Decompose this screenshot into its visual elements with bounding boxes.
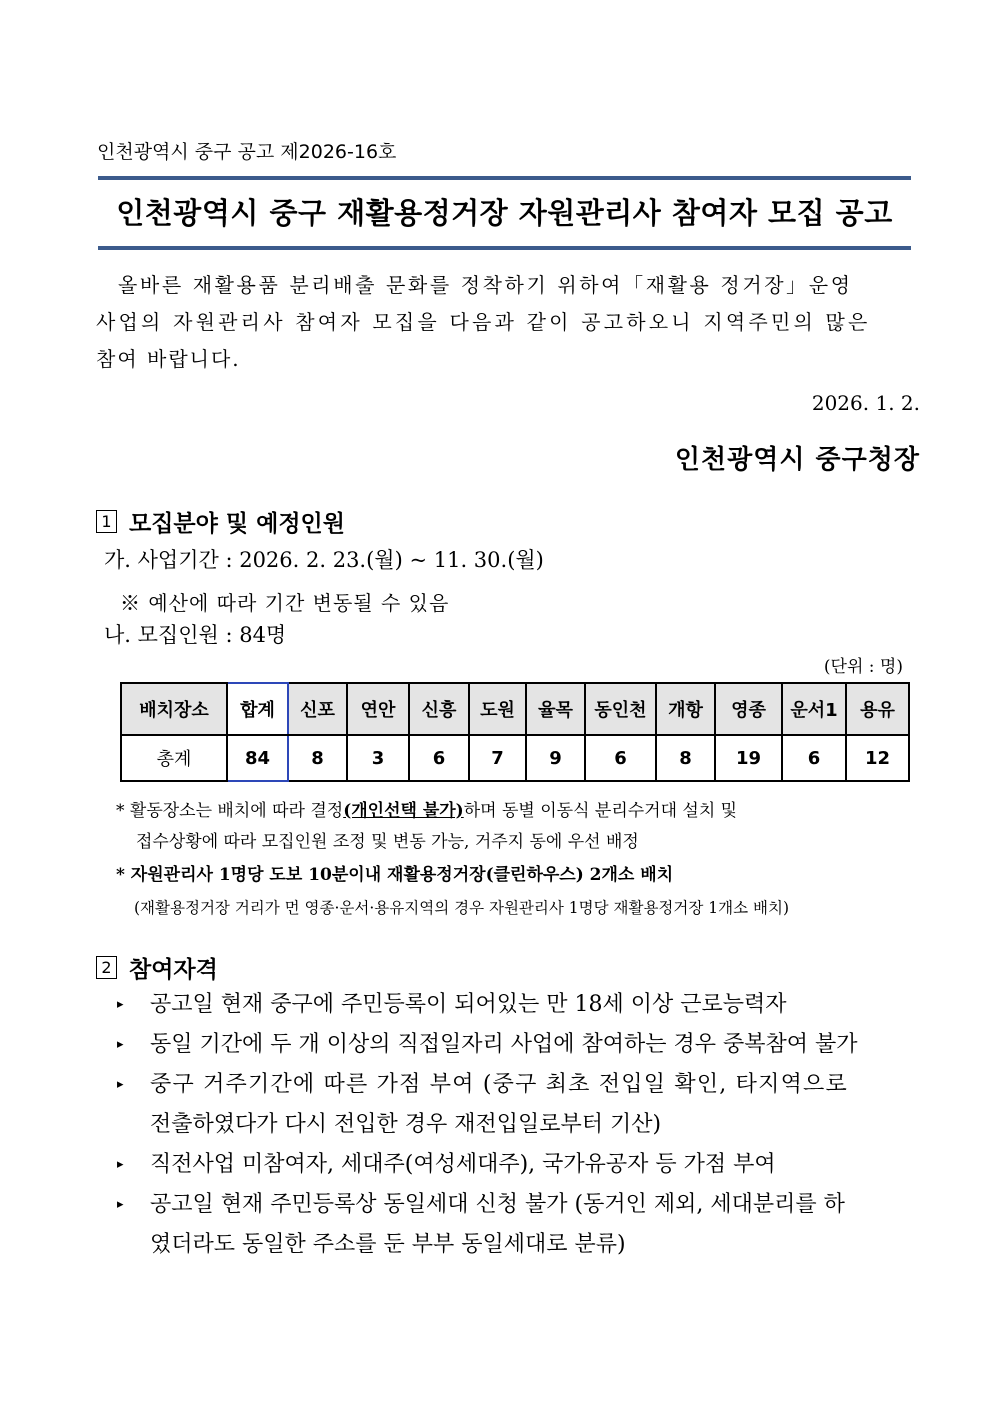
bullet-triangle-icon: ▸ [117,1157,124,1172]
section-2-title: 참여자격 [129,957,218,983]
title-bottom-rule [98,246,911,250]
value-cell: 3 [347,735,409,781]
table-note-1 [116,796,737,821]
notice-number: 인천광역시 중구 공고 제2026-16호 [97,141,397,163]
section-1-number: 1 [96,510,117,533]
header-cell: 도원 [469,683,526,735]
value-cell: 6 [585,735,656,781]
bullet-triangle-icon: ▸ [117,1037,124,1052]
section-2-heading [96,951,218,984]
header-cell: 용유 [846,683,909,735]
header-cell: 합계 [227,683,288,735]
list-item-line: 동일 기간에 두 개 이상의 직접일자리 사업에 참여하는 경우 중복참여 불가 [150,1032,858,1057]
header-cell: 신포 [288,683,347,735]
value-cell: 6 [409,735,469,781]
header-cell: 동인천 [585,683,656,735]
header-cell: 영종 [715,683,782,735]
note-1-suffix: 하며 동별 이동식 분리수거대 설치 및 [463,801,738,821]
value-cell: 19 [715,735,782,781]
list-item [117,1065,923,1145]
list-item-line: 직전사업 미참여자, 세대주(여성세대주), 국가유공자 등 가점 부여 [150,1152,776,1177]
business-period: 가. 사업기간 : 2026. 2. 23.(월) ~ 11. 30.(월) [104,548,544,572]
list-item [117,985,923,1025]
list-item [117,1025,923,1065]
allocation-table [120,682,910,782]
list-item-line: 중구 거주기간에 따른 가점 부여 (중구 최초 전입일 확인, 타지역으로 [150,1072,848,1097]
signer: 인천광역시 중구청장 [674,445,920,475]
notice-date: 2026. 1. 2. [811,391,920,415]
table-unit: (단위 : 명) [823,657,903,677]
header-cell: 신흥 [409,683,469,735]
header-cell: 배치장소 [121,683,227,735]
value-cell: 7 [469,735,526,781]
list-item [117,1145,923,1185]
table-note-1-line-2: 접수상황에 따라 모집인원 조정 및 변동 가능, 거주지 동에 우선 배정 [136,832,639,852]
bullet-triangle-icon: ▸ [117,1077,124,1092]
list-item-line: 공고일 현재 주민등록상 동일세대 신청 불가 (동거인 제외, 세대분리를 하 [150,1192,845,1217]
section-1-title: 모집분야 및 예정인원 [129,511,345,537]
value-cell: 8 [288,735,347,781]
intro-line-3: 참여 바랍니다. [96,347,241,371]
list-item-line: 였더라도 동일한 주소를 둔 부부 동일세대로 분류) [150,1232,626,1257]
value-cell: 8 [656,735,715,781]
period-note: ※ 예산에 따라 기간 변동될 수 있음 [120,591,450,615]
note-1-emphasis: (개인선택 불가) [343,801,464,821]
value-cell: 9 [526,735,585,781]
header-cell: 개항 [656,683,715,735]
title-top-rule [98,176,911,180]
table-header-row [121,683,909,735]
header-cell: 운서1 [782,683,846,735]
row-label-cell: 총계 [121,735,227,781]
table-note-2: * 자원관리사 1명당 도보 10분이내 재활용정거장(클린하우스) 2개소 배치 [116,865,674,885]
bullet-triangle-icon: ▸ [117,1197,124,1212]
total-cell: 84 [227,735,288,781]
header-cell: 연안 [347,683,409,735]
intro-line-1: 올바른 재활용품 분리배출 문화를 정착하기 위하여「재활용 정거장」운영 [118,273,853,297]
table-row [121,735,909,781]
value-cell: 12 [846,735,909,781]
header-cell: 율목 [526,683,585,735]
intro-line-2: 사업의 자원관리사 참여자 모집을 다음과 같이 공고하오니 지역주민의 많은 [96,310,871,334]
bullet-triangle-icon: ▸ [117,997,124,1012]
section-2-number: 2 [96,956,117,979]
table-note-2-paren: (재활용정거장 거리가 먼 영종·운서·용유지역의 경우 자원관리사 1명당 재활용정거장 1개소 배치) [134,899,789,917]
section-1-heading [96,505,345,538]
page-title: 인천광역시 중구 재활용정거장 자원관리사 참여자 모집 공고 [116,196,893,230]
list-item-line: 공고일 현재 중구에 주민등록이 되어있는 만 18세 이상 근로능력자 [150,992,787,1017]
list-item-line: 전출하였다가 다시 전입한 경우 재전입일로부터 기산) [150,1112,662,1137]
value-cell: 6 [782,735,846,781]
eligibility-list [117,985,923,1265]
intro-paragraph [96,267,920,378]
list-item [117,1185,923,1265]
recruit-headcount: 나. 모집인원 : 84명 [104,623,287,647]
note-1-prefix: * 활동장소는 배치에 따라 결정 [116,801,344,821]
